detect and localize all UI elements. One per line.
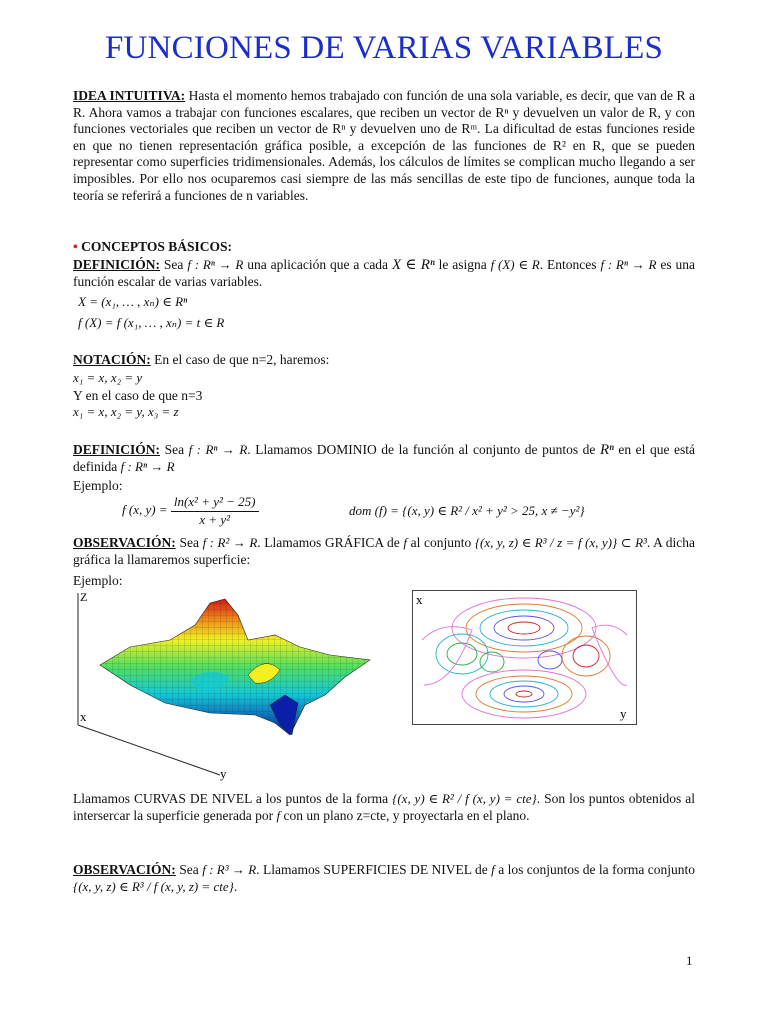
obs2-text-4: .	[233, 878, 238, 894]
obs1-text-4: . A dicha gráfica la llamaremos superficie:	[73, 535, 696, 567]
def2-text-3: en el que está definida	[73, 442, 696, 474]
obs2-math-3: {(x, y, z) ∈ R³ / f (x, y, z) = cte}	[73, 878, 234, 894]
section-conceptos	[73, 239, 232, 256]
page-number: 1	[686, 953, 693, 968]
observation-heading-2: OBSERVACIÓN:	[73, 862, 176, 877]
notation-paragraph	[73, 352, 329, 369]
observation-superficies	[73, 862, 695, 895]
y-axis-line	[78, 725, 220, 775]
def2-math-2: Rⁿ	[599, 442, 614, 458]
intro-paragraph	[73, 88, 695, 204]
obs1-text-1: Sea	[179, 535, 199, 550]
obs2-text-1: Sea	[179, 862, 199, 877]
fraction-denominator: x + y²	[199, 511, 231, 527]
obs1-text-3: al conjunto	[410, 535, 472, 550]
def1-math-2: X ∈ Rⁿ	[391, 257, 435, 273]
example-label-2: Ejemplo:	[73, 573, 123, 588]
notation-text-n3: Y en el caso de que n=3	[73, 388, 203, 403]
obs1-math-3: {(x, y, z) ∈ R³ / z = f (x, y)} ⊂ R³	[474, 535, 647, 550]
obs2-math-2: f	[491, 862, 495, 877]
notation-eq-n3: x₁ = x, x₂ = y, x₃ = z	[73, 404, 179, 419]
definition-heading: DEFINICIÓN:	[73, 257, 161, 272]
curvas-text-2: . Son los puntos obtenidos al intersercar la superficie generada por	[73, 791, 695, 823]
contour-frame	[413, 591, 637, 725]
example-fraction	[171, 494, 259, 528]
def1-text-2: una aplicación que a cada	[247, 257, 389, 272]
contour-label-x: x	[416, 592, 423, 607]
def2-text-1: Sea	[164, 442, 185, 457]
example-domain: dom (f) = {(x, y) ∈ R² / x² + y² > 25, x ≠ −y²}	[349, 503, 585, 518]
observation-grafica	[73, 535, 695, 568]
page-title: FUNCIONES DE VARIAS VARIABLES	[104, 30, 664, 66]
surface-label-y: y	[220, 766, 227, 781]
intro-text: Hasta el momento hemos trabajado con función de una sola variable, es decir, que van de R a R. Ahora vamos a trabajar con funciones escalares, que reciben un vector de Rⁿ y devuelven un valor de R, y con funciones vectoriales que reciben un vector de Rⁿ y devuelven uno de Rᵐ. La dificultad de estas funciones reside en que no tienen representación gráfica posible, a excepción de las funciones de R² en R, que se pueden representar como superficies tridimensionales. Además, los cálculos de límites se complican mucho llegando a ser imposibles. Por ello nos ocuparemos casi siempre de las más sencillas de este tipo de funciones, aunque toda la teoría se referirá a funciones de n variables.	[73, 88, 695, 203]
curvas-text-1: Llamamos CURVAS DE NIVEL a los puntos de la forma	[73, 791, 389, 806]
contour-plot	[412, 590, 637, 725]
def1-math-3: f (X) ∈ R	[490, 257, 540, 272]
notation-eq-n2: x₁ = x, x₂ = y	[73, 370, 143, 385]
def1-text-1: Sea	[163, 257, 184, 272]
intro-heading: IDEA INTUITIVA:	[73, 88, 186, 103]
obs2-text-3: a los conjuntos de la forma conjunto	[498, 862, 695, 877]
observation-heading: OBSERVACIÓN:	[73, 535, 176, 550]
surface-label-z: Z	[80, 590, 88, 604]
notation-heading: NOTACIÓN:	[73, 352, 151, 367]
fraction-numerator: ln(x² + y² − 25)	[171, 494, 259, 512]
equation-vector: X = (x₁, … , xₙ) ∈ Rⁿ	[78, 294, 188, 309]
surface-mesh	[100, 599, 370, 735]
def1-math-1: f : Rⁿ → R	[187, 257, 244, 272]
notation-text: En el caso de que n=2, haremos:	[154, 352, 330, 367]
surface-label-x: x	[80, 709, 87, 724]
curvas-text-3: con un plano z=cte, y proyectarla en el plano.	[283, 807, 530, 823]
curvas-math-2: f	[276, 807, 281, 823]
definition-escalar	[73, 257, 695, 290]
obs1-text-2: . Llamamos GRÁFICA de	[257, 535, 400, 550]
definition-dominio	[73, 442, 695, 475]
example-label-1: Ejemplo:	[73, 478, 123, 493]
def1-text-3: le asigna	[438, 257, 487, 272]
obs1-math-1: f : R² → R	[202, 535, 258, 550]
def1-text-5: es una función escalar de varias variables.	[73, 257, 696, 289]
contour-label-y: y	[620, 706, 627, 721]
obs2-text-2: . Llamamos SUPERFICIES DE NIVEL de	[256, 862, 488, 877]
def1-text-4: . Entonces	[539, 257, 597, 272]
def2-text-2: . Llamamos DOMINIO de la función al conjunto de puntos de	[247, 442, 596, 457]
level-curves-paragraph	[73, 791, 695, 824]
def2-math-3: f : Rⁿ → R	[120, 458, 175, 474]
definition-heading-2: DEFINICIÓN:	[73, 442, 161, 457]
bullet-icon: •	[73, 239, 78, 254]
def1-math-4: f : Rⁿ → R	[600, 257, 657, 272]
curvas-math-1: {(x, y) ∈ R² / f (x, y) = cte}	[392, 791, 537, 806]
obs2-math-1: f : R³ → R	[202, 862, 257, 877]
example-function-lhs: f (x, y) =	[122, 502, 168, 518]
surface-plot	[70, 585, 395, 785]
section-heading: CONCEPTOS BÁSICOS:	[81, 239, 233, 254]
obs1-math-2: f	[403, 535, 407, 550]
example-function	[122, 494, 259, 528]
equation-function: f (X) = f (x₁, … , xₙ) = t ∈ R	[78, 315, 225, 330]
def2-math-1: f : Rⁿ → R	[188, 442, 248, 457]
